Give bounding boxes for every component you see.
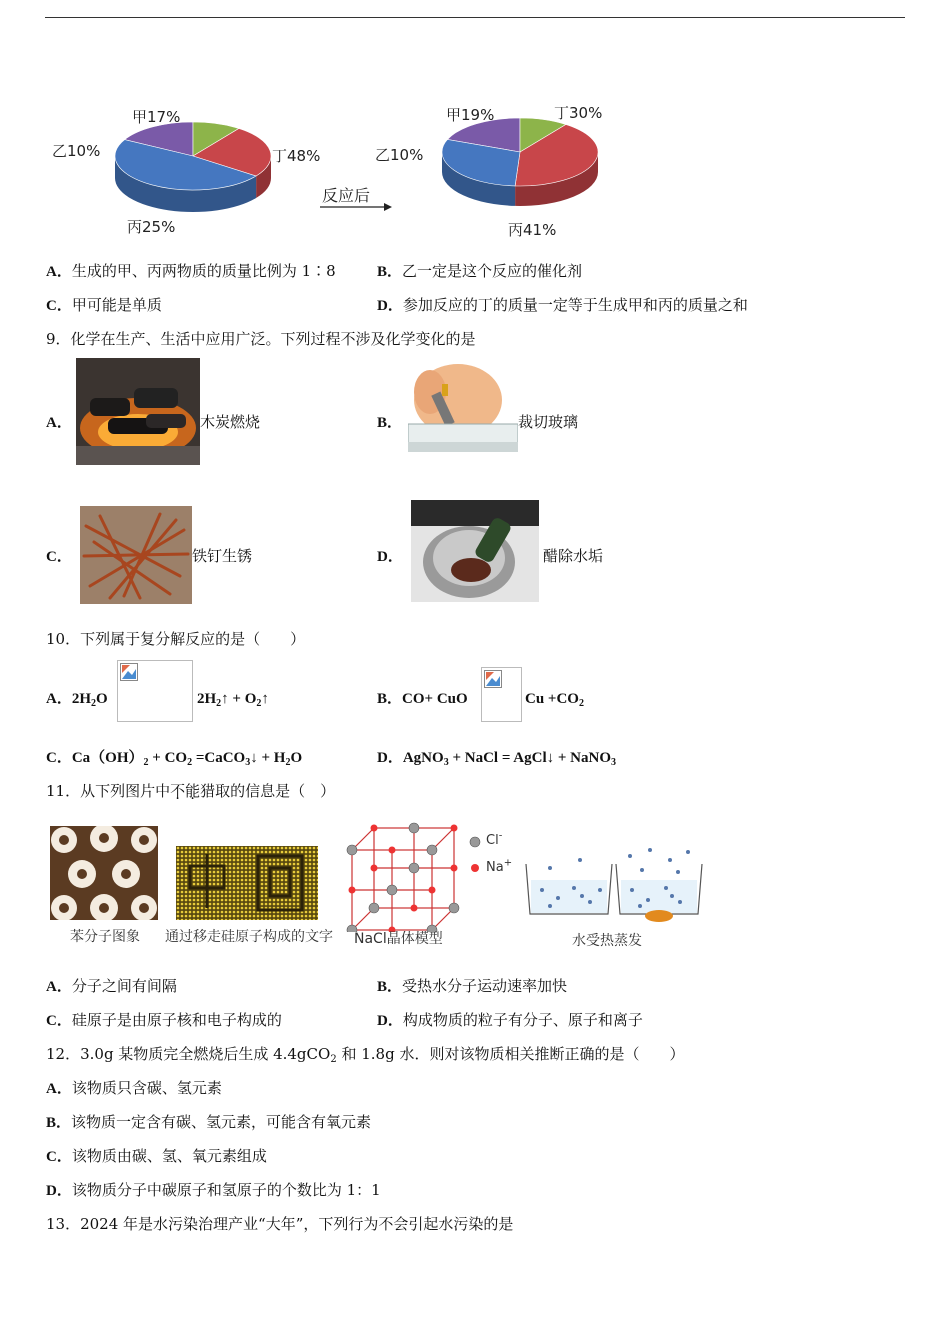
caption-evaporation: 水受热蒸发: [572, 933, 642, 949]
q12-option-d[interactable]: D．该物质分子中碳原子和氢原子的个数比为 1：1: [46, 1181, 381, 1199]
pie-chart-before: [100, 110, 285, 225]
vinegar-descaling-image: [411, 500, 539, 602]
legend-na: Na+: [486, 857, 513, 875]
q9-option-a-label: 木炭燃烧: [200, 413, 261, 431]
q11-option-c[interactable]: C．硅原子是由原子核和电子构成的: [46, 1011, 282, 1029]
pie1-label-ding: 丁48%: [272, 147, 321, 165]
q8-option-a[interactable]: A．生成的甲、丙两物质的质量比例为 1∶8: [46, 262, 336, 280]
reaction-condition-image-a: [117, 660, 193, 722]
arrow-label: 反应后: [322, 186, 371, 205]
glass-cutter-icon: [408, 362, 518, 466]
legend-cl: Cl-: [486, 830, 503, 848]
kettle-icon: [411, 500, 539, 602]
q9-option-c-label: 铁钉生锈: [192, 547, 253, 565]
broken-image-icon: [484, 670, 502, 688]
q10-option-a-right: $2H_2↑$ + $O_2↑$: [197, 691, 269, 709]
q11-option-a[interactable]: A．分子之间有间隔: [46, 977, 177, 995]
caption-silicon: 通过移走硅原子构成的文字: [165, 929, 333, 945]
pie2-label-ding: 丁30%: [554, 104, 603, 122]
rusty-nails-image: [80, 506, 192, 604]
q8-option-c[interactable]: C．甲可能是单质: [46, 296, 162, 314]
caption-nacl: NaCl晶体模型: [354, 931, 443, 947]
q12-option-c[interactable]: C．该物质由碳、氢、氧元素组成: [46, 1147, 267, 1165]
q9-option-d-letter[interactable]: D．: [377, 549, 403, 565]
silicon-text-icon: [176, 846, 318, 920]
nacl-crystal-model: [344, 822, 464, 932]
q9-stem: 9．化学在生产、生活中应用广泛。下列过程不涉及化学变化的是: [46, 330, 476, 348]
header-rule: [45, 17, 905, 18]
q12-option-a[interactable]: A．该物质只含碳、氢元素: [46, 1079, 222, 1097]
pie1-label-yi: 乙10%: [52, 142, 101, 160]
pie2-label-yi: 乙10%: [375, 146, 424, 164]
q10-option-b[interactable]: B．CO+ CuO: [377, 691, 468, 707]
q12-stem: 12．3.0g 某物质完全燃烧后生成 4.4gCO$_2$ 和 1.8g 水．则对该物质相关推断正确的是（ ）: [46, 1045, 685, 1065]
arrow-icon: [320, 202, 392, 212]
q9-option-c-letter[interactable]: C．: [46, 549, 72, 565]
pie1-label-jia: 甲17%: [132, 108, 181, 126]
q9-option-d-label: 醋除水垢: [543, 547, 604, 565]
benzene-icon: [50, 826, 158, 920]
q10-option-a[interactable]: A．$2H_2O$: [46, 691, 108, 709]
q10-option-b-right: $Cu +CO_2$: [525, 691, 584, 709]
broken-image-icon: [120, 663, 138, 681]
q9-option-b-letter[interactable]: B．: [377, 415, 403, 431]
benzene-molecule-image: [50, 826, 158, 920]
q9-option-b-label: 裁切玻璃: [518, 413, 579, 431]
q10-option-d[interactable]: D．AgNO$_3$ + NaCl = AgCl↓ + NaNO$_3$: [377, 750, 616, 768]
caption-benzene: 苯分子图象: [70, 929, 140, 945]
water-evaporation-image: [520, 846, 706, 922]
q8-option-b[interactable]: B．乙一定是这个反应的催化剂: [377, 262, 583, 280]
q13-stem: 13．2024 年是水污染治理产业“大年”，下列行为不会引起水污染的是: [46, 1215, 514, 1233]
q9-option-a-letter[interactable]: A．: [46, 415, 72, 431]
charcoal-icon: [76, 358, 200, 465]
q10-option-c[interactable]: C．$Ca(OH)_2 + CO_2$ =CaCO$_3$↓ + $H_2O$: [46, 750, 303, 768]
pie1-label-bing: 丙25%: [127, 218, 176, 236]
legend-icons: [468, 836, 482, 876]
q11-option-b[interactable]: B．受热水分子运动速率加快: [377, 977, 568, 995]
pie2-label-jia: 甲19%: [446, 106, 495, 124]
q8-option-d[interactable]: D．参加反应的丁的质量一定等于生成甲和丙的质量之和: [377, 296, 748, 314]
q12-option-b[interactable]: B．该物质一定含有碳、氢元素，可能含有氧元素: [46, 1113, 372, 1131]
silicon-atoms-image: [176, 846, 318, 920]
glass-cutting-image: [408, 362, 518, 466]
q10-stem: 10．下列属于复分解反应的是（ ）: [46, 630, 306, 648]
q11-stem: 11．从下列图片中不能猎取的信息是（ ）: [46, 782, 336, 800]
charcoal-burning-image: [76, 358, 200, 465]
nails-icon: [80, 506, 192, 604]
q11-option-d[interactable]: D．构成物质的粒子有分子、原子和离子: [377, 1011, 643, 1029]
pie2-label-bing: 丙41%: [508, 221, 557, 239]
reaction-condition-image-b: [481, 667, 522, 722]
pie-chart-after: [428, 110, 613, 220]
